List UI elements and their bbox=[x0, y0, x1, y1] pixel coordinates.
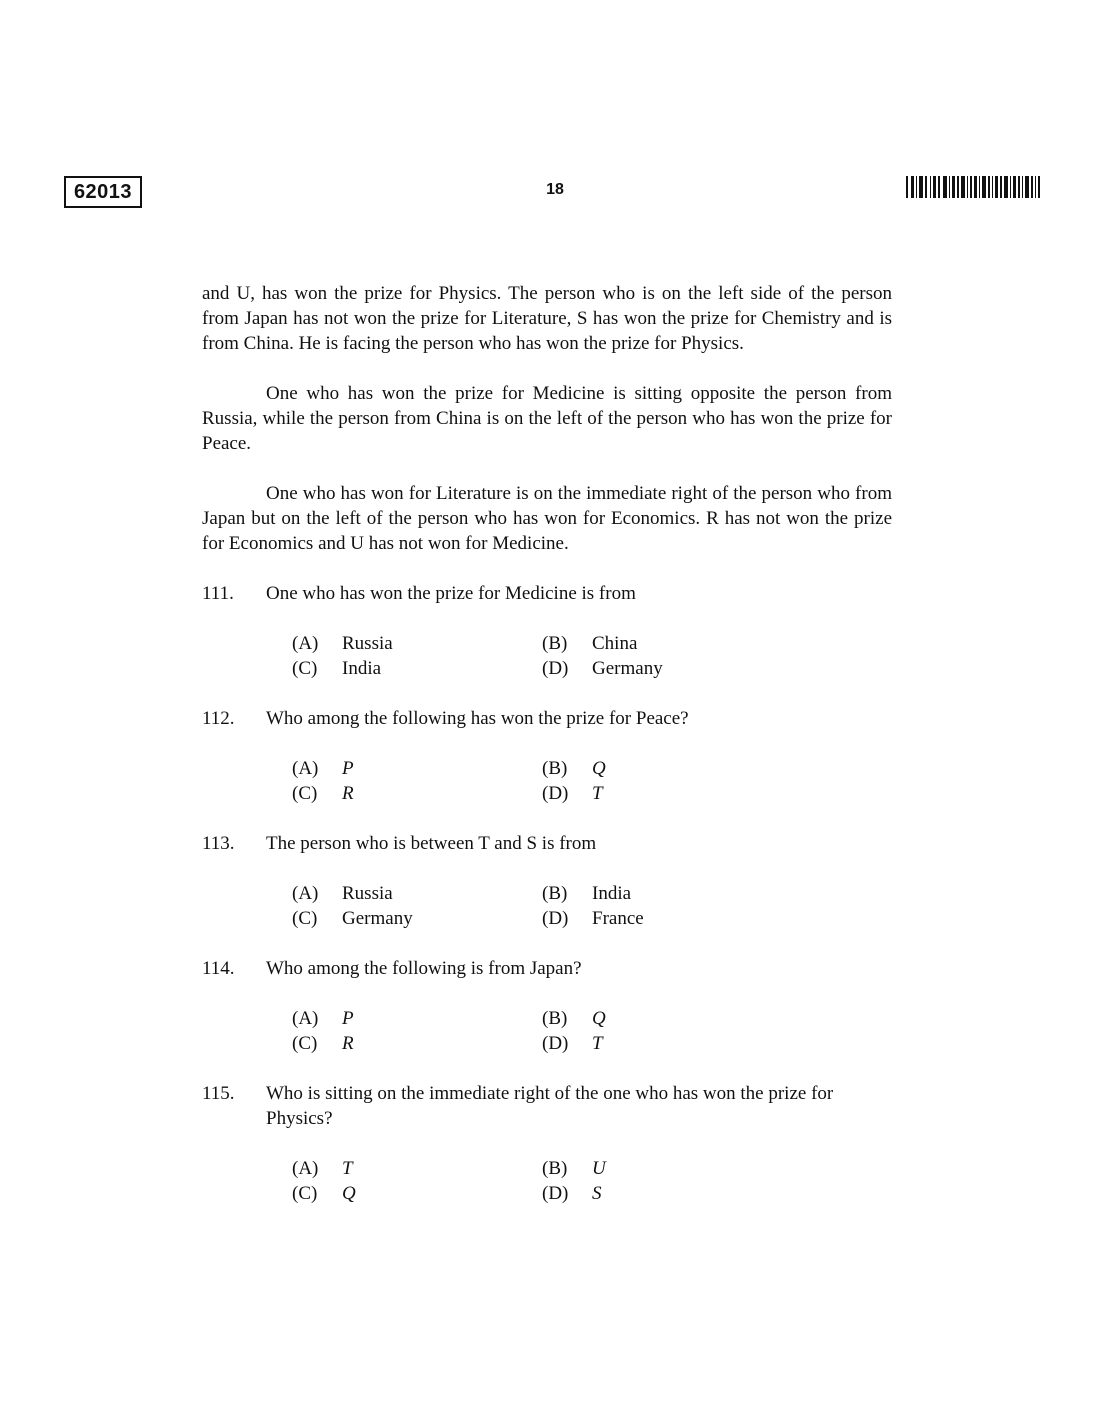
option-b[interactable] bbox=[542, 631, 792, 656]
question-114 bbox=[202, 956, 892, 1056]
option-label: (A) bbox=[292, 1008, 319, 1029]
option-value: France bbox=[592, 908, 644, 929]
paper-code: 62013 bbox=[64, 176, 142, 208]
option-a[interactable] bbox=[292, 881, 542, 906]
option-label: (B) bbox=[542, 883, 568, 904]
question-text: One who has won the prize for Medicine is from bbox=[266, 583, 636, 604]
option-label: (B) bbox=[542, 1008, 568, 1029]
option-a[interactable] bbox=[292, 631, 542, 656]
option-value: India bbox=[592, 883, 632, 904]
question-number: 115. bbox=[202, 1083, 235, 1104]
option-label: (A) bbox=[292, 1158, 319, 1179]
option-label: (A) bbox=[292, 883, 319, 904]
option-label: (C) bbox=[292, 1183, 318, 1204]
option-label: (C) bbox=[292, 908, 318, 929]
option-value: T bbox=[592, 1033, 603, 1054]
barcode-icon bbox=[906, 176, 1040, 198]
options bbox=[292, 631, 792, 681]
question-112 bbox=[202, 706, 892, 806]
option-value: Q bbox=[592, 758, 606, 779]
question-text: The person who is between T and S is from bbox=[266, 833, 597, 854]
option-value: Q bbox=[592, 1008, 606, 1029]
option-label: (B) bbox=[542, 758, 568, 779]
passage-paragraph-2: One who has won the prize for Medicine is sitting opposite the person from Russia, while the person from China is on the left of the person who has won the prize for Peace. bbox=[202, 383, 892, 454]
option-value: U bbox=[592, 1158, 606, 1179]
question-text: Who among the following is from Japan? bbox=[266, 958, 582, 979]
options bbox=[292, 1156, 792, 1206]
question-111 bbox=[202, 581, 892, 681]
option-value: T bbox=[592, 783, 603, 804]
option-c[interactable] bbox=[292, 906, 542, 931]
question-113 bbox=[202, 831, 892, 931]
options bbox=[292, 1006, 792, 1056]
option-a[interactable] bbox=[292, 1156, 542, 1181]
option-value: T bbox=[342, 1158, 353, 1179]
option-value: P bbox=[342, 1008, 354, 1029]
option-label: (D) bbox=[542, 658, 569, 679]
option-label: (C) bbox=[292, 1033, 318, 1054]
question-number: 112. bbox=[202, 708, 235, 729]
question-text: Who is sitting on the immediate right of the one who has won the prize for Physics? bbox=[266, 1083, 834, 1129]
option-label: (A) bbox=[292, 633, 319, 654]
option-value: R bbox=[342, 783, 354, 804]
option-label: (D) bbox=[542, 1183, 569, 1204]
option-label: (A) bbox=[292, 758, 319, 779]
option-b[interactable] bbox=[542, 1006, 792, 1031]
option-c[interactable] bbox=[292, 781, 542, 806]
passage-paragraph-1: and U, has won the prize for Physics. The person who is on the left side of the person from Japan has not won the prize for Literature, S has won the prize for Chemistry and is from China. He is facing the person who has won the prize for Physics. bbox=[202, 283, 892, 354]
option-a[interactable] bbox=[292, 756, 542, 781]
option-value: Russia bbox=[342, 883, 393, 904]
question-number: 114. bbox=[202, 958, 235, 979]
page-content bbox=[202, 281, 892, 1231]
option-c[interactable] bbox=[292, 1031, 542, 1056]
page-number: 18 bbox=[546, 181, 564, 198]
option-b[interactable] bbox=[542, 1156, 792, 1181]
option-d[interactable] bbox=[542, 906, 792, 931]
passage-paragraph-3: One who has won for Literature is on the immediate right of the person who from Japan but on the left of the person who has won for Economics. R has not won the prize for Economics and U has not won for Medicine. bbox=[202, 483, 892, 554]
option-d[interactable] bbox=[542, 656, 792, 681]
question-115 bbox=[202, 1081, 892, 1206]
option-c[interactable] bbox=[292, 656, 542, 681]
option-label: (B) bbox=[542, 1158, 568, 1179]
option-label: (D) bbox=[542, 1033, 569, 1054]
option-value: R bbox=[342, 1033, 354, 1054]
option-label: (D) bbox=[542, 783, 569, 804]
option-value: Germany bbox=[592, 658, 663, 679]
question-text: Who among the following has won the prize for Peace? bbox=[266, 708, 689, 729]
question-number: 111. bbox=[202, 583, 234, 604]
question-number: 113. bbox=[202, 833, 235, 854]
option-value: Russia bbox=[342, 633, 393, 654]
option-b[interactable] bbox=[542, 881, 792, 906]
option-b[interactable] bbox=[542, 756, 792, 781]
option-label: (C) bbox=[292, 658, 318, 679]
options bbox=[292, 756, 792, 806]
option-label: (C) bbox=[292, 783, 318, 804]
option-label: (D) bbox=[542, 908, 569, 929]
option-value: Q bbox=[342, 1183, 356, 1204]
option-value: P bbox=[342, 758, 354, 779]
option-value: India bbox=[342, 658, 382, 679]
option-d[interactable] bbox=[542, 1181, 792, 1206]
option-value: S bbox=[592, 1183, 602, 1204]
option-c[interactable] bbox=[292, 1181, 542, 1206]
option-value: Germany bbox=[342, 908, 413, 929]
option-d[interactable] bbox=[542, 1031, 792, 1056]
option-a[interactable] bbox=[292, 1006, 542, 1031]
option-label: (B) bbox=[542, 633, 568, 654]
option-value: China bbox=[592, 633, 638, 654]
options bbox=[292, 881, 792, 931]
option-d[interactable] bbox=[542, 781, 792, 806]
